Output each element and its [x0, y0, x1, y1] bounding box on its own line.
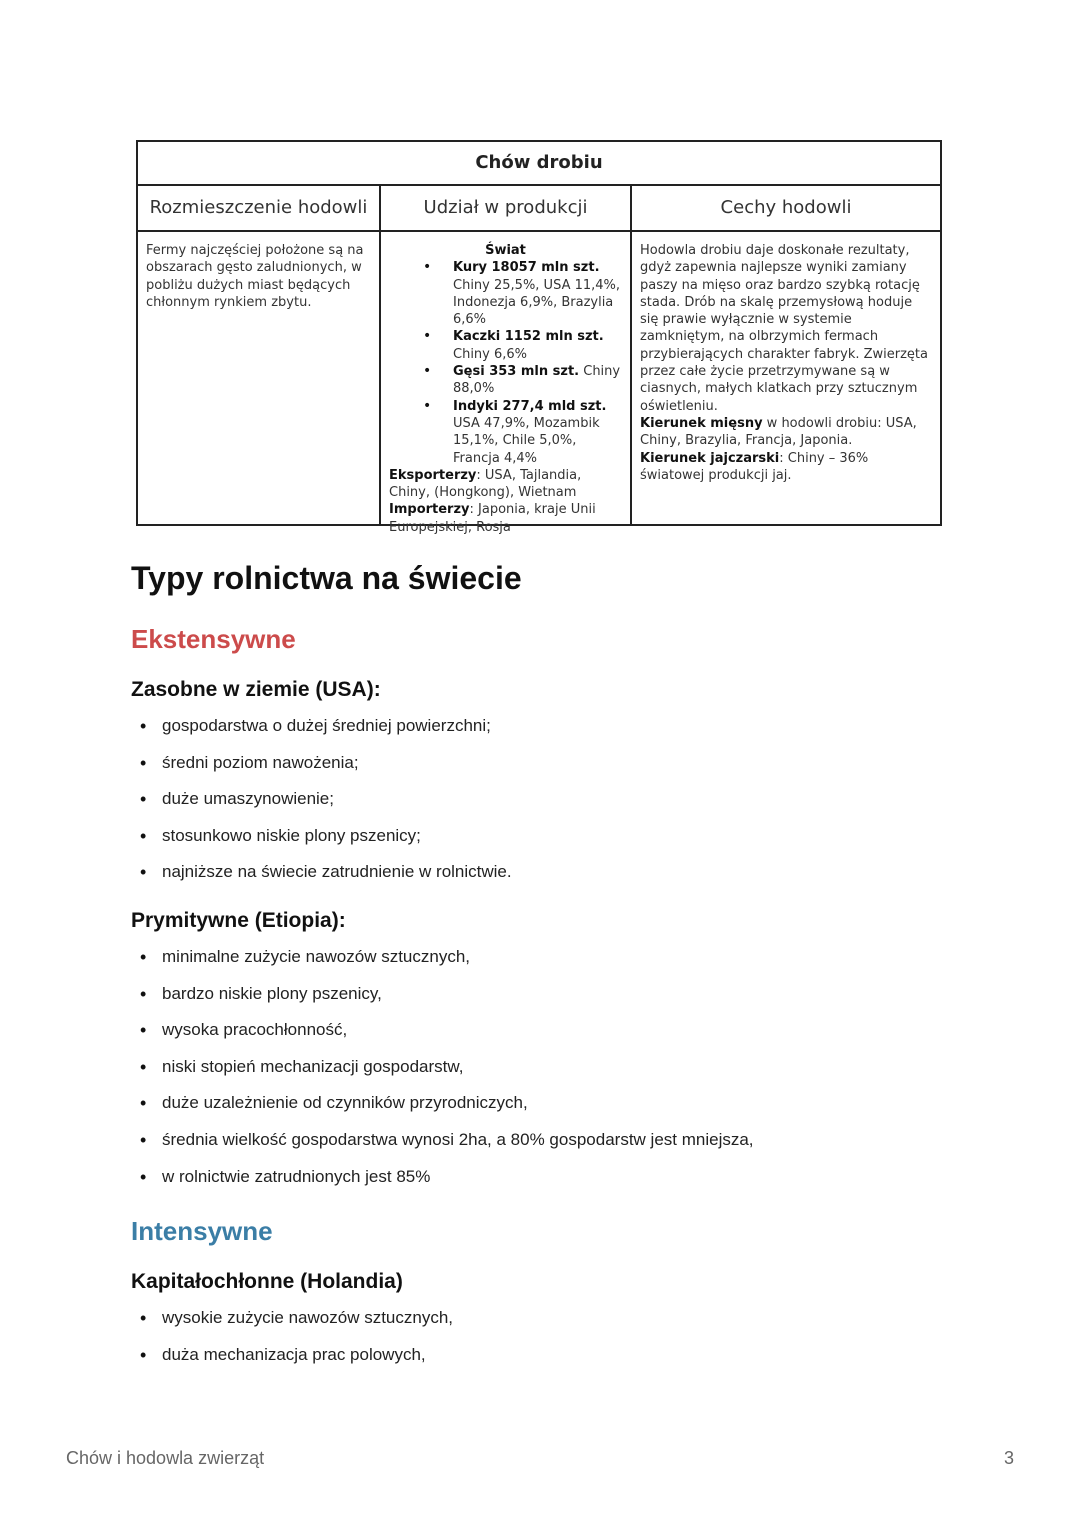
list-item: • duże uzależnienie od czynników przyrodniczych, — [131, 1092, 754, 1129]
section-extensive: Ekstensywne — [131, 624, 296, 654]
table-body-row — [138, 232, 940, 535]
cell-production — [381, 232, 632, 535]
list-item: • niski stopień mechanizacji gospodarstw, — [131, 1056, 754, 1093]
subsection-land-rich: Zasobne w ziemie (USA): — [131, 678, 381, 701]
list-item: • średnia wielkość gospodarstwa wynosi 2ha, a 80% gospodarstw jest mniejsza, — [131, 1129, 754, 1166]
primitive-list — [131, 946, 754, 1202]
list-item: • średni poziom nawożenia; — [131, 752, 512, 789]
production-item: • Indyki 277,4 mld szt. USA 47,9%, Mozambik 15,1%, Chile 5,0%, Francja 4,4% — [453, 398, 622, 467]
land-rich-list — [131, 715, 512, 898]
features-meat: Kierunek mięsny w hodowli drobiu: USA, Chiny, Brazylia, Francja, Japonia. — [640, 415, 917, 449]
production-item: • Gęsi 353 mln szt. Chiny 88,0% — [453, 363, 622, 398]
list-item: • minimalne zużycie nawozów sztucznych, — [131, 946, 754, 983]
list-item: • duża mechanizacja prac polowych, — [131, 1344, 453, 1381]
list-item: • stosunkowo niskie plony pszenicy; — [131, 825, 512, 862]
poultry-table — [136, 140, 942, 535]
list-item: • wysoka pracochłonność, — [131, 1019, 754, 1056]
page-title: Typy rolnictwa na świecie — [131, 560, 522, 596]
table-header-row — [138, 186, 940, 232]
header-distribution: Rozmieszczenie hodowli — [138, 186, 381, 230]
features-egg: Kierunek jajczarski: Chiny – 36% światowej produkcji jaj. — [640, 450, 869, 483]
subsection-capital: Kapitałochłonne (Holandia) — [131, 1270, 403, 1293]
header-features: Cechy hodowli — [720, 197, 852, 218]
production-list — [389, 259, 622, 467]
exporters: Eksporterzy: USA, Tajlandia, Chiny, (Hongkong), Wietnam — [389, 467, 582, 501]
footer-title: Chów i hodowla zwierząt — [66, 1448, 265, 1468]
list-item: • wysokie zużycie nawozów sztucznych, — [131, 1307, 453, 1344]
cell-distribution: Fermy najczęściej położone są na obszarach gęsto zaludnionych, w pobliżu dużych miast będących chłonnym rynkiem zbytu. — [138, 232, 381, 524]
features-intro: Hodowla drobiu daje doskonałe rezultaty, gdyż zapewnia najlepsze wyniki zamiany paszy na mięso oraz bardzo szybką rotację stada. Drób na skalę przemysłową hoduje się prawie wyłącznie w systemie zamkniętym, na olbrzymich fermach przybierających charakter fabryk. Zwierzęta przez całe życie przetrzymywane są w ciasnych, małych klatkach przy sztucznym oświetleniu. — [640, 243, 928, 414]
subsection-primitive: Prymitywne (Etiopia): — [131, 909, 346, 932]
list-item: • najniższe na świecie zatrudnienie w rolnictwie. — [131, 861, 512, 898]
cell-features — [632, 232, 940, 524]
production-item: • Kaczki 1152 mln szt. Chiny 6,6% — [453, 328, 622, 363]
list-item: • gospodarstwa o dużej średniej powierzchni; — [131, 715, 512, 752]
importers: Importerzy: Japonia, kraje Unii Europejskiej, Rosja — [389, 502, 596, 535]
list-item: • bardzo niskie plony pszenicy, — [131, 983, 754, 1020]
list-item: • w rolnictwie zatrudnionych jest 85% — [131, 1166, 754, 1203]
list-item: • duże umaszynowienie; — [131, 788, 512, 825]
header-production: Udział w produkcji — [381, 186, 632, 230]
production-item: • Kury 18057 mln szt. Chiny 25,5%, USA 11,4%, Indonezja 6,9%, Brazylia 6,6% — [453, 259, 622, 328]
capital-list — [131, 1307, 453, 1380]
table-title: Chów drobiu — [138, 142, 940, 186]
world-label: Świat — [485, 243, 526, 258]
page-number: 3 — [1003, 1448, 1014, 1468]
section-intensive: Intensywne — [131, 1216, 273, 1246]
